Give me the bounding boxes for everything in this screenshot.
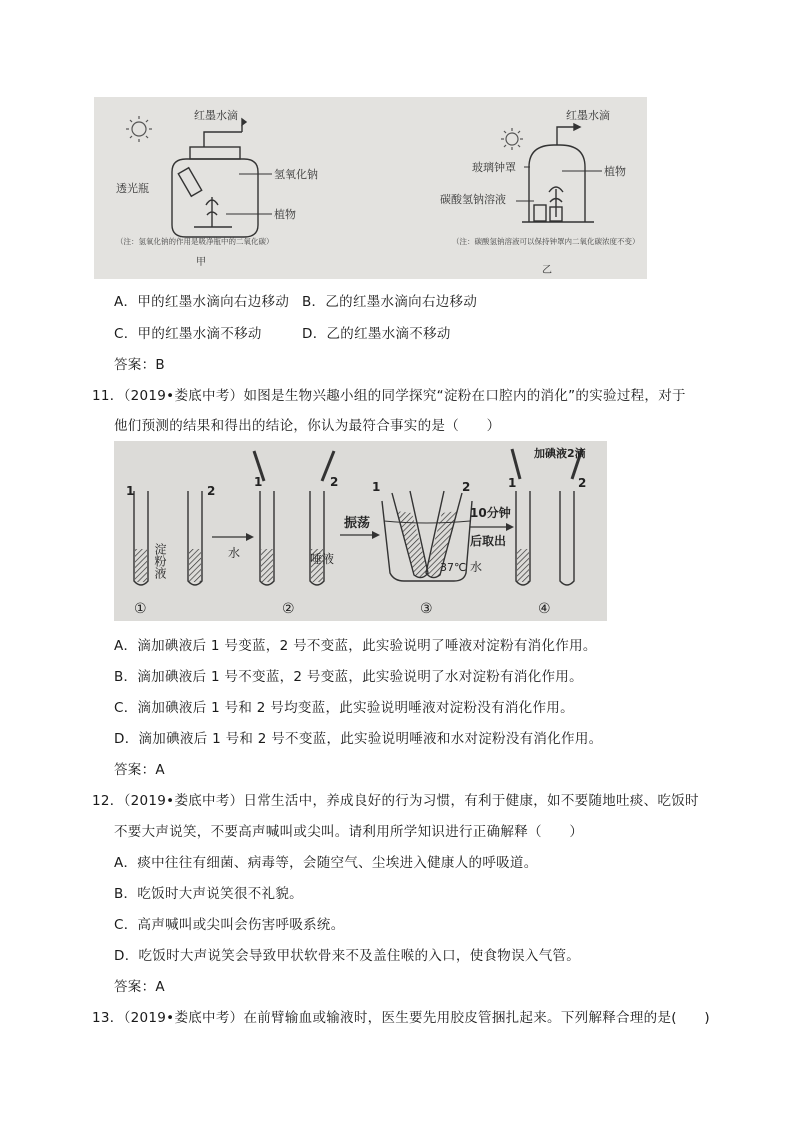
q13-stem-line1: 13．（2019•娄底中考）在前臂输血或输液时，医生要先用胶皮管捆扎起来。下列解释合理的是( )	[92, 1010, 710, 1026]
water-bath-label: 水	[470, 560, 483, 574]
q12-stem-line1: 12．（2019•娄底中考）日常生活中，养成良好的行为习惯，有利于健康，如不要随地吐痰、吃饭时	[92, 793, 699, 809]
bicarbonate-label: 碳酸氢钠溶液	[440, 193, 506, 206]
q12-answer: 答案：A	[114, 979, 165, 995]
step1-tubes	[134, 491, 202, 585]
iodine-label: 加碘液2滴	[534, 447, 586, 460]
clear-bottle-drawing	[172, 119, 258, 237]
shake-label: 振荡	[344, 516, 371, 531]
q11-answer: 答案：A	[114, 762, 165, 778]
saliva-label: 唾液	[310, 552, 335, 566]
tube1-label-step4: 1	[508, 476, 517, 490]
tube2-label-step3: 2	[462, 480, 471, 494]
q11-option-a: A．滴加碘液后 1 号变蓝，2 号不变蓝，此实验说明了唾液对淀粉有消化作用。	[114, 638, 597, 654]
q10-answer: 答案：B	[114, 357, 165, 373]
starch-label: 淀粉液	[153, 543, 167, 579]
red-drop-label-left: 红墨水滴	[194, 109, 238, 122]
sun-icon	[126, 116, 152, 142]
step4-label: ④	[538, 601, 551, 617]
q12-stem-line2: 不要大声说笑，不要高声喊叫或尖叫。请利用所学知识进行正确解释（ ）	[114, 824, 584, 840]
ten-minutes-label: 10分钟	[470, 506, 511, 520]
step3-label: ③	[420, 601, 433, 617]
note-right: （注：碳酸氢钠溶液可以保持钟罩内二氧化碳浓度不变）	[452, 237, 640, 246]
starch-digestion-figure	[114, 441, 607, 621]
q11-option-c: C．滴加碘液后 1 号和 2 号均变蓝，此实验说明唾液对淀粉没有消化作用。	[114, 700, 574, 716]
q12-option-d: D．吃饭时大声说笑会导致甲状软骨来不及盖住喉的入口，使食物误入气管。	[114, 948, 581, 964]
note-left: （注：氢氧化钠的作用是吸净瓶中的二氧化碳）	[116, 237, 274, 246]
bell-jar-drawing	[522, 124, 594, 222]
q11-stem-line1: 11．（2019•娄底中考）如图是生物兴趣小组的同学探究“淀粉在口腔内的消化”的实验过程，对于	[92, 388, 686, 404]
tube1-label-step3: 1	[372, 480, 381, 494]
plant-label-right: 植物	[604, 165, 626, 178]
q10-option-c: C．甲的红墨水滴不移动	[114, 326, 262, 342]
q11-stem-line2: 他们预测的结果和得出的结论，你认为最符合事实的是（ ）	[114, 418, 501, 434]
tube2-label: 2	[207, 484, 216, 498]
bell-jar-label: 玻璃钟罩	[472, 161, 516, 174]
q10-option-a: A．甲的红墨水滴向右边移动	[114, 294, 290, 310]
q12-option-c: C．高声喊叫或尖叫会伤害呼吸系统。	[114, 917, 345, 933]
tube2-label-step4: 2	[578, 476, 587, 490]
water-label: 水	[228, 546, 241, 560]
q10-option-b: B．乙的红墨水滴向右边移动	[302, 294, 478, 310]
tube1-label-step2: 1	[254, 475, 263, 489]
red-drop-label-right: 红墨水滴	[566, 109, 610, 122]
clear-bottle-label: 透光瓶	[116, 182, 149, 195]
tube1-label: 1	[126, 484, 135, 498]
tube2-label-step2: 2	[330, 475, 339, 489]
q12-option-a: A．痰中往往有细菌、病毒等，会随空气、尘埃进入健康人的呼吸道。	[114, 855, 538, 871]
q11-option-b: B．滴加碘液后 1 号不变蓝，2 号变蓝，此实验说明了水对淀粉有消化作用。	[114, 669, 583, 685]
step4-tubes	[512, 449, 582, 585]
caption-jia: 甲	[196, 257, 206, 268]
temp-label: 37℃	[440, 561, 467, 574]
q12-option-b: B．吃饭时大声说笑很不礼貌。	[114, 886, 303, 902]
sodium-hydroxide-label: 氢氧化钠	[274, 168, 318, 181]
step2-label: ②	[282, 601, 295, 617]
q11-option-d: D．滴加碘液后 1 号和 2 号不变蓝，此实验说明唾液和水对淀粉没有消化作用。	[114, 731, 603, 747]
q10-option-d: D．乙的红墨水滴不移动	[302, 326, 451, 342]
plant-label-left: 植物	[274, 208, 296, 221]
photosynthesis-figure	[94, 97, 647, 279]
take-out-label: 后取出	[470, 534, 507, 548]
sun-icon	[501, 128, 523, 150]
caption-yi: 乙	[542, 265, 552, 276]
step1-label: ①	[134, 601, 147, 617]
